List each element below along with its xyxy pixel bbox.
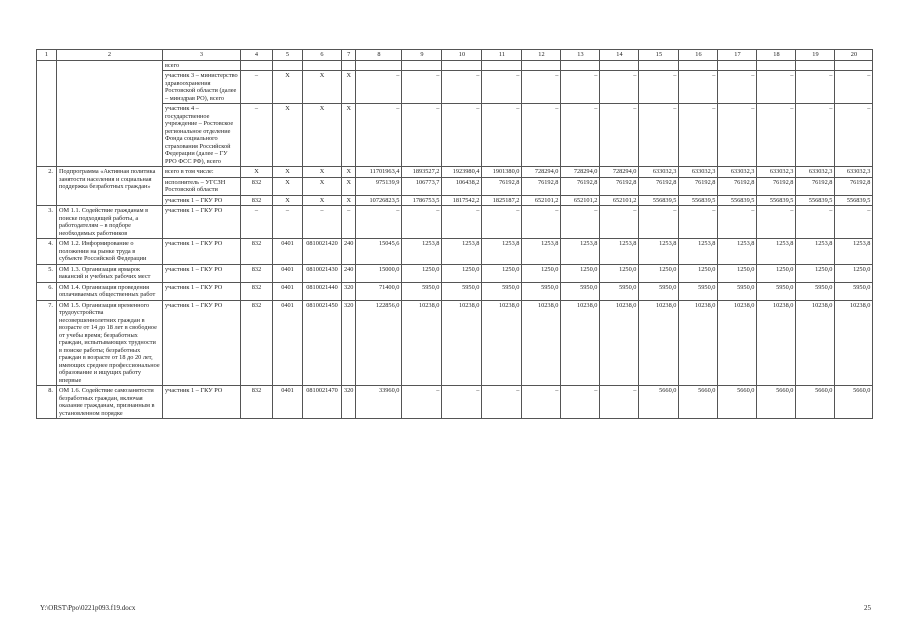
value-cell: 728294,0	[561, 167, 600, 178]
value-cell: –	[522, 206, 561, 239]
participant-cell: участник 3 – министерство здравоохранения Ростовской области (далее – минздрав РО), всего	[163, 71, 241, 104]
value-cell: 1250,0	[600, 264, 639, 282]
value-cell: –	[342, 206, 356, 239]
value-cell: 633032,3	[718, 167, 757, 178]
value-cell: 1893527,2	[402, 167, 442, 178]
value-cell: 832	[241, 386, 273, 419]
column-number-11: 11	[482, 50, 522, 61]
value-cell	[561, 60, 600, 71]
value-cell: –	[718, 104, 757, 167]
value-cell: X	[273, 167, 303, 178]
table-row	[37, 282, 873, 300]
column-number-5: 5	[273, 50, 303, 61]
participant-cell: всего в том числе:	[163, 167, 241, 178]
value-cell	[796, 60, 835, 71]
participant-cell: всего	[163, 60, 241, 71]
value-cell: 76192,8	[796, 177, 835, 195]
value-cell: –	[561, 71, 600, 104]
column-number-6: 6	[303, 50, 342, 61]
column-number-20: 20	[835, 50, 873, 61]
value-cell: –	[482, 71, 522, 104]
value-cell: 10726823,5	[356, 195, 402, 206]
budget-table	[36, 49, 873, 419]
value-cell: –	[718, 206, 757, 239]
value-cell: 76192,8	[600, 177, 639, 195]
value-cell: X	[342, 71, 356, 104]
value-cell	[442, 60, 482, 71]
value-cell: 10238,0	[402, 300, 442, 386]
value-cell	[639, 60, 679, 71]
value-cell: 320	[342, 386, 356, 419]
value-cell: 10238,0	[639, 300, 679, 386]
value-cell: 0810021430	[303, 264, 342, 282]
value-cell: –	[482, 386, 522, 419]
value-cell: 556839,5	[718, 195, 757, 206]
table-row	[37, 104, 873, 167]
value-cell: 0810021450	[303, 300, 342, 386]
page-number: 25	[864, 604, 871, 612]
value-cell: –	[442, 206, 482, 239]
table-row	[37, 264, 873, 282]
value-cell: 633032,3	[757, 167, 796, 178]
value-cell: –	[796, 104, 835, 167]
value-cell: 5660,0	[639, 386, 679, 419]
participant-cell: участник 4 – государственное учреждение – Ростовское региональное отделение Фонда социального страхования Российской Федерации (далее – ГУ РРО ФСС РФ), всего	[163, 104, 241, 167]
value-cell: –	[522, 71, 561, 104]
program-name: ОМ 1.5. Организация временного трудоустройства несовершеннолетних граждан в возрасте от 14 до 18 лет в свободное от учебы время; безработных граждан, испытывающих трудности в поиске работы; безработных граждан в возрасте от 18 до 20 лет, имеющих среднее профессиональное образование и ищущих работу впервые	[57, 300, 163, 386]
program-name: ОМ 1.2. Информирование о положении на рынке труда в субъекте Российской Федерации	[57, 239, 163, 265]
value-cell: 33960,0	[356, 386, 402, 419]
value-cell: 1253,8	[561, 239, 600, 265]
value-cell	[600, 60, 639, 71]
value-cell: 5660,0	[718, 386, 757, 419]
value-cell: 1250,0	[402, 264, 442, 282]
value-cell: 1253,8	[835, 239, 873, 265]
value-cell	[273, 60, 303, 71]
value-cell: –	[600, 104, 639, 167]
column-number-18: 18	[757, 50, 796, 61]
value-cell: 1250,0	[679, 264, 718, 282]
value-cell: –	[718, 71, 757, 104]
row-number: 5.	[37, 264, 57, 282]
program-name: ОМ 1.6. Содействие самозанятости безработных граждан, включая оказание гражданам, признанным в установленном порядке	[57, 386, 163, 419]
value-cell: 1253,8	[402, 239, 442, 265]
document-sheet	[36, 49, 873, 419]
value-cell: –	[402, 71, 442, 104]
participant-cell: исполнитель – УГСЗН Ростовской области	[163, 177, 241, 195]
value-cell: –	[273, 206, 303, 239]
value-cell: 5950,0	[757, 282, 796, 300]
program-name: Подпрограмма «Активная политика занятости населения и социальная поддержка безработных граждан»	[57, 167, 163, 206]
value-cell: 1817542,2	[442, 195, 482, 206]
table-row	[37, 195, 873, 206]
value-cell: 76192,8	[482, 177, 522, 195]
row-number	[37, 60, 57, 167]
value-cell: 5660,0	[679, 386, 718, 419]
value-cell: 240	[342, 239, 356, 265]
value-cell: 76192,8	[679, 177, 718, 195]
value-cell: 556839,5	[796, 195, 835, 206]
value-cell: 15045,6	[356, 239, 402, 265]
value-cell: 5660,0	[757, 386, 796, 419]
value-cell: 5950,0	[718, 282, 757, 300]
value-cell: 1253,8	[482, 239, 522, 265]
value-cell: 1253,8	[442, 239, 482, 265]
value-cell: 5950,0	[796, 282, 835, 300]
table-row	[37, 167, 873, 178]
value-cell: 1253,8	[522, 239, 561, 265]
column-number-7: 7	[342, 50, 356, 61]
value-cell: X	[342, 177, 356, 195]
value-cell: 1825187,2	[482, 195, 522, 206]
value-cell: 1253,8	[757, 239, 796, 265]
value-cell: 5660,0	[796, 386, 835, 419]
value-cell: X	[342, 104, 356, 167]
row-number: 7.	[37, 300, 57, 386]
value-cell: X	[303, 167, 342, 178]
value-cell: –	[757, 104, 796, 167]
value-cell	[303, 60, 342, 71]
table-row	[37, 60, 873, 71]
value-cell: 652101,2	[561, 195, 600, 206]
value-cell: –	[241, 206, 273, 239]
value-cell: –	[639, 71, 679, 104]
value-cell: X	[342, 195, 356, 206]
value-cell: –	[522, 386, 561, 419]
value-cell: –	[241, 71, 273, 104]
value-cell: –	[303, 206, 342, 239]
value-cell: X	[303, 71, 342, 104]
value-cell: 240	[342, 264, 356, 282]
value-cell: 1250,0	[796, 264, 835, 282]
value-cell: –	[835, 104, 873, 167]
row-number: 6.	[37, 282, 57, 300]
value-cell: –	[561, 206, 600, 239]
value-cell: –	[561, 386, 600, 419]
value-cell: –	[679, 71, 718, 104]
value-cell: 0810021440	[303, 282, 342, 300]
participant-cell: участник 1 – ГКУ РО	[163, 195, 241, 206]
value-cell: 1250,0	[522, 264, 561, 282]
value-cell: 556839,5	[757, 195, 796, 206]
row-number: 4.	[37, 239, 57, 265]
value-cell: 1253,8	[600, 239, 639, 265]
value-cell: X	[273, 195, 303, 206]
value-cell: 1253,8	[718, 239, 757, 265]
program-name: ОМ 1.4. Организация проведения оплачиваемых общественных работ	[57, 282, 163, 300]
participant-cell: участник 1 – ГКУ РО	[163, 239, 241, 265]
value-cell: 652101,2	[522, 195, 561, 206]
column-number-9: 9	[402, 50, 442, 61]
value-cell: 0401	[273, 264, 303, 282]
value-cell: 832	[241, 300, 273, 386]
program-name	[57, 60, 163, 167]
value-cell: X	[342, 167, 356, 178]
value-cell: 556839,5	[835, 195, 873, 206]
table-row	[37, 300, 873, 386]
value-cell: –	[600, 71, 639, 104]
value-cell: 1923980,4	[442, 167, 482, 178]
value-cell: –	[402, 104, 442, 167]
value-cell: 10238,0	[600, 300, 639, 386]
value-cell: 0810021420	[303, 239, 342, 265]
column-number-14: 14	[600, 50, 639, 61]
value-cell: 76192,8	[639, 177, 679, 195]
value-cell: 76192,8	[522, 177, 561, 195]
value-cell	[402, 60, 442, 71]
value-cell: 0401	[273, 386, 303, 419]
value-cell: 5950,0	[482, 282, 522, 300]
column-number-19: 19	[796, 50, 835, 61]
value-cell: –	[356, 104, 402, 167]
value-cell	[718, 60, 757, 71]
value-cell: 1250,0	[639, 264, 679, 282]
value-cell: 1253,8	[639, 239, 679, 265]
value-cell: 728294,0	[522, 167, 561, 178]
participant-cell: участник 1 – ГКУ РО	[163, 300, 241, 386]
value-cell: 10238,0	[757, 300, 796, 386]
value-cell	[835, 60, 873, 71]
value-cell: 1253,8	[679, 239, 718, 265]
value-cell: 5950,0	[639, 282, 679, 300]
column-number-10: 10	[442, 50, 482, 61]
value-cell: –	[679, 104, 718, 167]
value-cell: 1786753,5	[402, 195, 442, 206]
value-cell: 832	[241, 177, 273, 195]
value-cell: X	[273, 177, 303, 195]
value-cell: X	[273, 71, 303, 104]
value-cell: 633032,3	[835, 167, 873, 178]
column-number-16: 16	[679, 50, 718, 61]
participant-cell: участник 1 – ГКУ РО	[163, 386, 241, 419]
value-cell: –	[482, 206, 522, 239]
value-cell: –	[757, 206, 796, 239]
column-number-2: 2	[57, 50, 163, 61]
value-cell: 320	[342, 300, 356, 386]
value-cell: –	[639, 206, 679, 239]
value-cell: 76192,8	[718, 177, 757, 195]
value-cell: X	[303, 195, 342, 206]
column-number-13: 13	[561, 50, 600, 61]
value-cell: –	[522, 104, 561, 167]
value-cell	[522, 60, 561, 71]
value-cell: 5950,0	[600, 282, 639, 300]
value-cell: 10238,0	[442, 300, 482, 386]
value-cell: 975139,9	[356, 177, 402, 195]
value-cell: –	[442, 104, 482, 167]
value-cell: 0401	[273, 300, 303, 386]
value-cell: 76192,8	[835, 177, 873, 195]
value-cell: –	[356, 206, 402, 239]
file-path-footer: Y:\ORST\Ppo\0221p093.f19.docx	[40, 604, 136, 612]
value-cell: 1250,0	[835, 264, 873, 282]
value-cell: 1250,0	[442, 264, 482, 282]
value-cell: 633032,3	[796, 167, 835, 178]
value-cell: 5950,0	[522, 282, 561, 300]
value-cell: X	[273, 104, 303, 167]
value-cell: –	[561, 104, 600, 167]
value-cell: –	[241, 104, 273, 167]
column-number-row	[37, 50, 873, 61]
participant-cell: участник 1 – ГКУ РО	[163, 206, 241, 239]
value-cell: 832	[241, 239, 273, 265]
row-number: 8.	[37, 386, 57, 419]
value-cell: 5950,0	[679, 282, 718, 300]
value-cell: 10238,0	[482, 300, 522, 386]
value-cell: 71400,0	[356, 282, 402, 300]
value-cell: 1250,0	[718, 264, 757, 282]
column-number-8: 8	[356, 50, 402, 61]
value-cell: –	[600, 206, 639, 239]
participant-cell: участник 1 – ГКУ РО	[163, 282, 241, 300]
value-cell	[356, 60, 402, 71]
value-cell: 633032,3	[679, 167, 718, 178]
table-row	[37, 206, 873, 239]
value-cell: 556839,5	[639, 195, 679, 206]
value-cell: 0810021470	[303, 386, 342, 419]
value-cell: 5660,0	[835, 386, 873, 419]
value-cell: 10238,0	[718, 300, 757, 386]
column-number-1: 1	[37, 50, 57, 61]
value-cell: 1253,8	[796, 239, 835, 265]
program-name: ОМ 1.1. Содействие гражданам в поиске подходящей работы, а работодателям – в подборе необходимых работников	[57, 206, 163, 239]
table-row	[37, 239, 873, 265]
value-cell: 10238,0	[835, 300, 873, 386]
column-number-15: 15	[639, 50, 679, 61]
table-row	[37, 71, 873, 104]
value-cell: –	[442, 71, 482, 104]
value-cell: 728294,0	[600, 167, 639, 178]
value-cell: –	[796, 206, 835, 239]
value-cell: 15000,0	[356, 264, 402, 282]
value-cell: 5950,0	[561, 282, 600, 300]
value-cell: 10238,0	[679, 300, 718, 386]
value-cell: 5950,0	[835, 282, 873, 300]
value-cell: 652101,2	[600, 195, 639, 206]
value-cell: –	[757, 71, 796, 104]
value-cell: –	[600, 386, 639, 419]
value-cell: 5950,0	[442, 282, 482, 300]
column-number-12: 12	[522, 50, 561, 61]
value-cell	[482, 60, 522, 71]
value-cell: 1250,0	[757, 264, 796, 282]
value-cell: 556839,5	[679, 195, 718, 206]
value-cell: –	[835, 71, 873, 104]
value-cell: 10238,0	[796, 300, 835, 386]
value-cell	[241, 60, 273, 71]
value-cell	[679, 60, 718, 71]
value-cell: –	[835, 206, 873, 239]
value-cell: –	[442, 386, 482, 419]
value-cell: 1901380,0	[482, 167, 522, 178]
value-cell: 832	[241, 264, 273, 282]
value-cell: 633032,3	[639, 167, 679, 178]
value-cell: 106438,2	[442, 177, 482, 195]
value-cell: 5950,0	[402, 282, 442, 300]
row-number: 2.	[37, 167, 57, 206]
value-cell: –	[679, 206, 718, 239]
value-cell: 320	[342, 282, 356, 300]
value-cell: 832	[241, 195, 273, 206]
column-number-17: 17	[718, 50, 757, 61]
value-cell: –	[402, 206, 442, 239]
table-row	[37, 177, 873, 195]
value-cell: 0401	[273, 282, 303, 300]
row-number: 3.	[37, 206, 57, 239]
value-cell: –	[402, 386, 442, 419]
value-cell: X	[303, 104, 342, 167]
value-cell: 10238,0	[522, 300, 561, 386]
table-row	[37, 386, 873, 419]
value-cell	[342, 60, 356, 71]
value-cell: 832	[241, 282, 273, 300]
value-cell: X	[303, 177, 342, 195]
value-cell: –	[482, 104, 522, 167]
column-number-3: 3	[163, 50, 241, 61]
value-cell: 11701963,4	[356, 167, 402, 178]
value-cell: 76192,8	[757, 177, 796, 195]
value-cell: 1250,0	[482, 264, 522, 282]
value-cell: 122856,0	[356, 300, 402, 386]
program-name: ОМ 1.3. Организация ярмарок вакансий и учебных рабочих мест	[57, 264, 163, 282]
value-cell: 0401	[273, 239, 303, 265]
value-cell: 106773,7	[402, 177, 442, 195]
value-cell: 76192,8	[561, 177, 600, 195]
value-cell: –	[639, 104, 679, 167]
value-cell: 1250,0	[561, 264, 600, 282]
value-cell: X	[241, 167, 273, 178]
value-cell: –	[356, 71, 402, 104]
column-number-4: 4	[241, 50, 273, 61]
value-cell: 10238,0	[561, 300, 600, 386]
participant-cell: участник 1 – ГКУ РО	[163, 264, 241, 282]
value-cell	[757, 60, 796, 71]
value-cell: –	[796, 71, 835, 104]
